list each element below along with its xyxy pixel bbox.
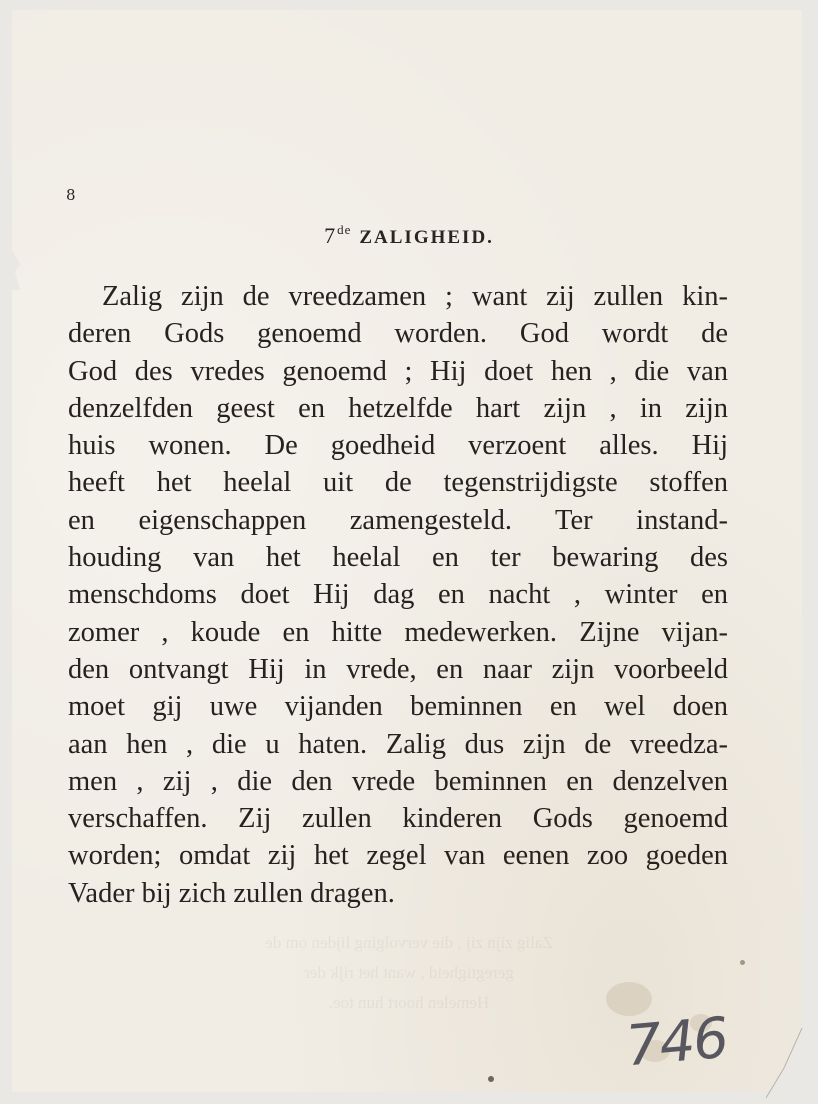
text-line: Vader bij zich zullen dragen. — [68, 877, 395, 909]
heading-title: ZALIGHEID. — [359, 227, 494, 248]
show-through-text — [0, 928, 818, 1018]
body-paragraph — [68, 278, 728, 912]
text-line: men , zij , die den vrede beminnen en denzelven — [68, 765, 728, 797]
page-number: 8 — [66, 186, 76, 204]
text-line: God des vredes genoemd ; Hij doet hen , die van — [68, 355, 728, 387]
text-line: huis wonen. De goedheid verzoent alles. Hij — [68, 430, 728, 462]
text-line: houding van het heelal en ter bewaring des — [68, 542, 728, 574]
show-through-line: geregtigheid , want het rijk der — [304, 963, 514, 982]
section-heading — [0, 222, 818, 249]
text-line: worden; omdat zij het zegel van eenen zoo goeden — [68, 840, 728, 872]
show-through-line: Hemelen hoort hun toe. — [328, 993, 490, 1012]
text-line: menschdoms doet Hij dag en nacht , winter en — [68, 579, 728, 611]
heading-ordinal-suffix: de — [337, 222, 352, 237]
text-line: denzelfden geest en hetzelfde hart zijn , in zijn — [68, 392, 728, 424]
foxing-stain — [488, 1076, 494, 1082]
edge-tear — [0, 250, 20, 290]
show-through-line: Zalig zijn zij , die vervolging lijden om de — [265, 933, 553, 952]
text-line: Zalig zijn de vreedzamen ; want zij zullen kin- — [102, 281, 728, 312]
text-line: heeft het heelal uit de tegenstrijdigste stoffen — [68, 467, 728, 499]
text-line: deren Gods genoemd worden. God wordt de — [68, 318, 728, 350]
text-line: moet gij uwe vijanden beminnen en wel doen — [68, 691, 728, 723]
torn-corner — [766, 1028, 816, 1098]
text-line: den ontvangt Hij in vrede, en naar zijn voorbeeld — [68, 653, 728, 685]
text-line: verschaffen. Zij zullen kinderen Gods genoemd — [68, 803, 728, 835]
text-line: zomer , koude en hitte medewerken. Zijne vijan- — [68, 616, 728, 648]
text-line: en eigenschappen zamengesteld. Ter instand- — [68, 504, 728, 536]
heading-ordinal: 7 — [324, 223, 338, 248]
text-line: aan hen , die u haten. Zalig dus zijn de vreedza- — [68, 728, 728, 760]
handwritten-inventory-number: 746 — [623, 1005, 730, 1080]
